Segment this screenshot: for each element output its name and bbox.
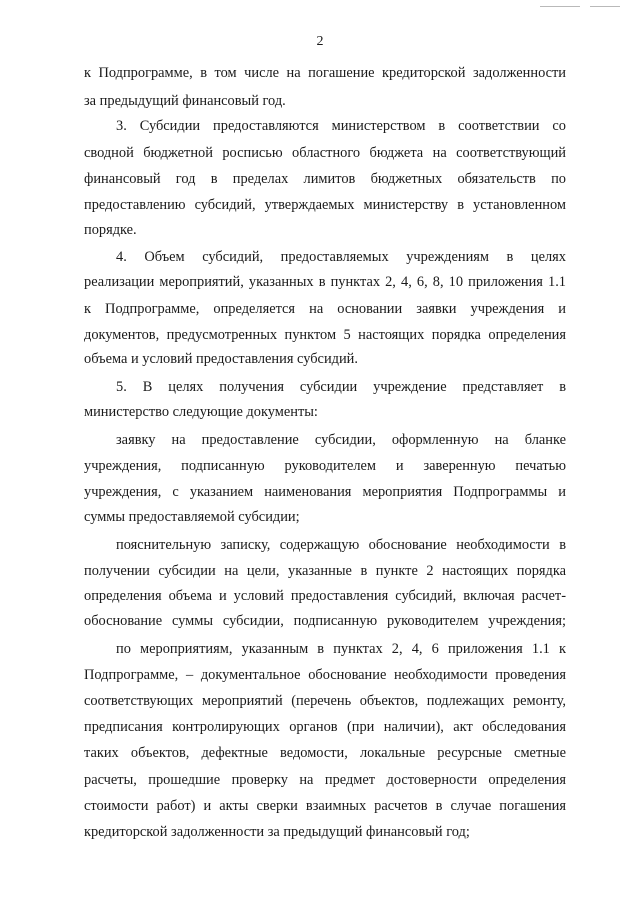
text-line: министерство следующие документы: xyxy=(84,404,318,420)
text-line: 5. В целях получения субсидии учреждение представляет в xyxy=(116,379,566,395)
text-line: обоснование суммы субсидии, подписанную руководителем учреждения; xyxy=(84,613,566,629)
text-line: к Подпрограмме, определяется на основании заявки учреждения и xyxy=(84,301,566,317)
text-line: реализации мероприятий, указанных в пунктах 2, 4, 6, 8, 10 приложения 1.1 xyxy=(84,274,566,290)
text-line: получении субсидии на цели, указанные в пункте 2 настоящих порядка xyxy=(84,563,566,579)
text-line: заявку на предоставление субсидии, оформленную на бланке xyxy=(116,432,566,448)
text-line: предоставлению субсидий, утверждаемых министерству в установленном xyxy=(84,197,566,213)
text-line: соответствующих мероприятий (перечень объектов, подлежащих ремонту, xyxy=(84,693,566,709)
text-line: 3. Субсидии предоставляются министерством в соответствии со xyxy=(116,118,566,134)
text-line: суммы предоставляемой субсидии; xyxy=(84,509,300,525)
text-line: по мероприятиям, указанным в пунктах 2, 4, 6 приложения 1.1 к xyxy=(116,641,566,657)
text-line: пояснительную записку, содержащую обоснование необходимости в xyxy=(116,537,566,553)
text-line: предписания контролирующих органов (при наличии), акт обследования xyxy=(84,719,566,735)
text-line: Подпрограмме, – документальное обоснование необходимости проведения xyxy=(84,667,566,683)
text-line: определения объема и условий предоставления субсидий, включая расчет- xyxy=(84,588,566,604)
page-number: 2 xyxy=(316,34,324,49)
scan-artifact xyxy=(540,6,580,7)
text-line: учреждения, с указанием наименования мероприятия Подпрограммы и xyxy=(84,484,566,500)
text-line: сводной бюджетной росписью областного бюджета на соответствующий xyxy=(84,145,566,161)
text-line: за предыдущий финансовый год. xyxy=(84,93,286,109)
text-line: стоимости работ) и акты сверки взаимных расчетов в случае погашения xyxy=(84,798,566,814)
text-line: документов, предусмотренных пунктом 5 настоящих порядка определения xyxy=(84,327,566,343)
scan-artifact xyxy=(590,6,620,7)
text-line: учреждения, подписанную руководителем и заверенную печатью xyxy=(84,458,566,474)
text-line: расчеты, прошедшие проверку на предмет достоверности определения xyxy=(84,772,566,788)
text-line: к Подпрограмме, в том числе на погашение кредиторской задолженности xyxy=(84,65,566,81)
text-line: таких объектов, дефектные ведомости, локальные ресурсные сметные xyxy=(84,745,566,761)
text-line: порядке. xyxy=(84,222,137,238)
text-line: финансовый год в пределах лимитов бюджетных обязательств по xyxy=(84,171,566,187)
text-line: объема и условий предоставления субсидий. xyxy=(84,351,358,367)
text-line: кредиторской задолженности за предыдущий финансовый год; xyxy=(84,824,470,840)
text-line: 4. Объем субсидий, предоставляемых учреждениям в целях xyxy=(116,249,566,265)
